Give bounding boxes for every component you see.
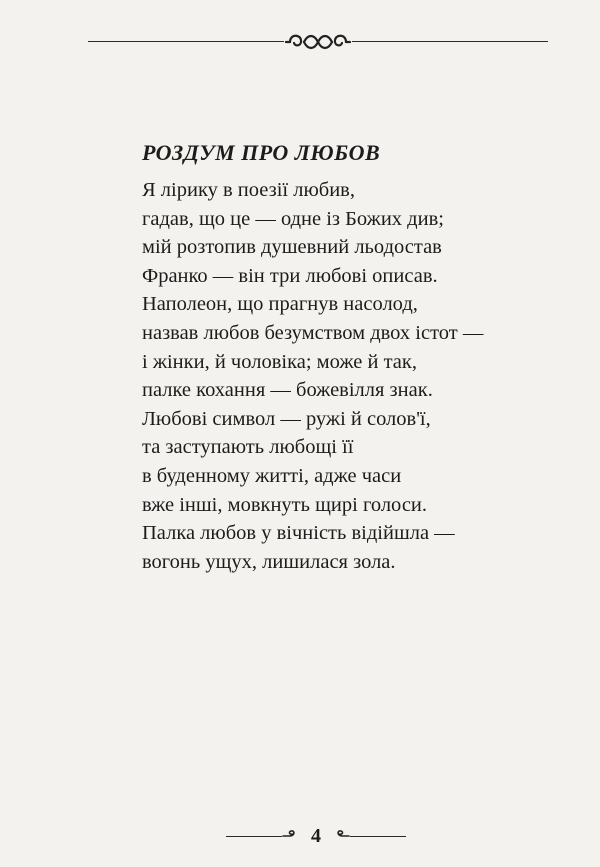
poem-line: та заступають любощі її: [142, 436, 354, 459]
poem-line: назвав любов безумством двох істот —: [142, 321, 484, 344]
poem-line: вже інші, мовкнуть щирі голоси.: [142, 493, 428, 516]
poem-line: гадав, що це — одне із Божих див;: [142, 207, 444, 230]
scroll-ornament-icon: [284, 28, 352, 56]
poem-line: палке кохання — божевілля знак.: [142, 379, 433, 402]
poem-line: вогонь ущух, лишилася зола.: [142, 550, 396, 573]
swirl-ornament-icon: [282, 828, 298, 844]
poem-line: і жінки, й чоловіка; може й так,: [142, 350, 417, 373]
footer-rule-right: [350, 836, 406, 837]
poem-line: Палка любов у вічність відійшла —: [142, 522, 455, 545]
poem-title: РОЗДУМ ПРО ЛЮБОВ: [142, 140, 381, 165]
header-rule-right: [352, 41, 548, 42]
swirl-ornament-icon: [334, 828, 350, 844]
poem-line: Любові символ — ружі й солов'ї,: [142, 407, 431, 430]
footer-rule-left: [226, 836, 282, 837]
poem-line: Я лірику в поезії любив,: [142, 179, 355, 201]
poem-line: мій розтопив душевний льодостав: [142, 236, 442, 259]
header-rule-left: [88, 41, 284, 42]
poem-line: в буденному житті, адже часи: [142, 464, 402, 487]
poem-lines: [142, 176, 562, 576]
page-footer: [0, 824, 600, 848]
poem: [142, 138, 562, 576]
page-number: 4: [311, 825, 321, 847]
poem-line: Наполеон, що прагнув насолод,: [142, 293, 418, 316]
poem-line: Франко — він три любові описав.: [142, 264, 438, 287]
